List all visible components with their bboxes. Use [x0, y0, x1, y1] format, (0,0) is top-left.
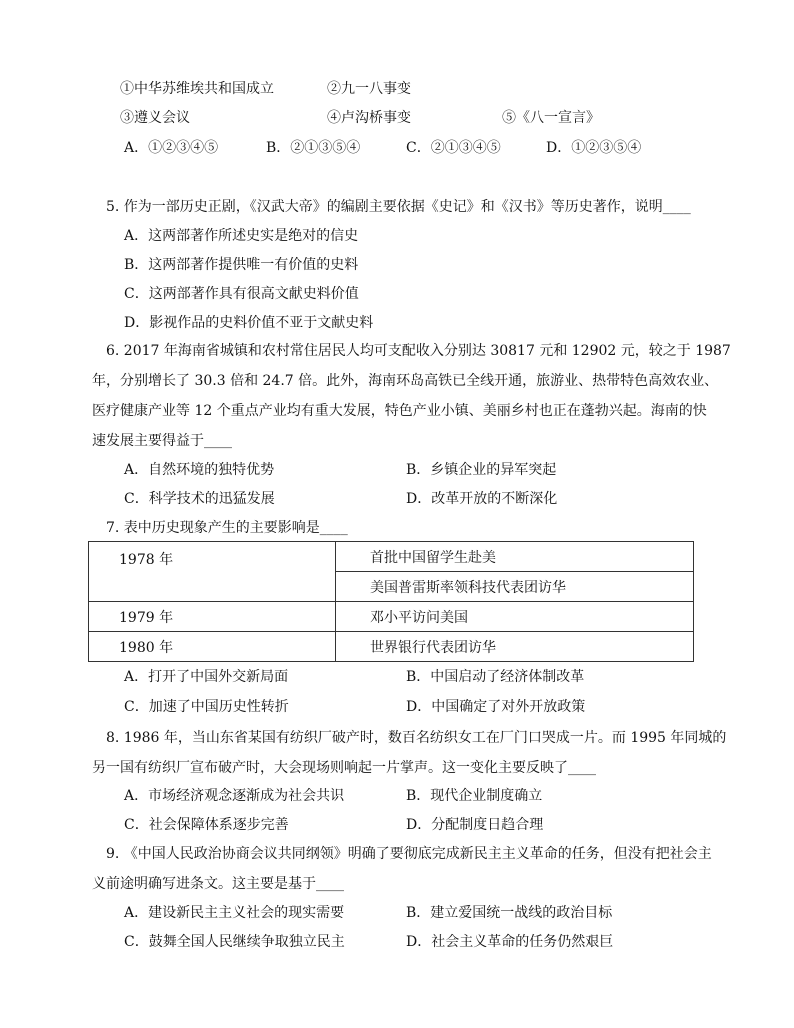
q4-item-5: ⑤《八一宣言》: [502, 110, 600, 126]
q5-option-c[interactable]: C．这两部著作具有很高文献史料价值: [124, 286, 359, 302]
q9-option-c[interactable]: C．鼓舞全国人民继续争取独立民主: [124, 934, 345, 950]
q6-stem-line-4: 速发展主要得益于____: [92, 433, 232, 449]
q7-option-b[interactable]: B．中国启动了经济体制改革: [406, 669, 585, 685]
q8-option-d[interactable]: D．分配制度日趋合理: [406, 817, 544, 833]
q8-option-c[interactable]: C．社会保障体系逐步完善: [124, 817, 289, 833]
q8-stem-line-1: 8. 1986 年，当山东省某国有纺织厂破产时，数百名纺织女工在厂门口哭成一片。而 1995 年同城的: [106, 730, 727, 746]
q7-option-c[interactable]: C．加速了中国历史性转折: [124, 699, 289, 715]
q8-option-b[interactable]: B．现代企业制度确立: [406, 788, 543, 804]
q7-option-d[interactable]: D．中国确定了对外开放政策: [406, 699, 586, 715]
q5-option-a[interactable]: A．这两部著作所述史实是绝对的信史: [124, 228, 359, 244]
q9-stem-line-2: 义前途明确写进条文。这主要是基于____: [92, 876, 344, 892]
q5-option-b[interactable]: B．这两部著作提供唯一有价值的史料: [124, 257, 359, 273]
table-row: [89, 542, 694, 572]
q4-item-3: ③遵义会议: [120, 110, 190, 126]
q7-stem: 7. 表中历史现象产生的主要影响是____: [106, 520, 348, 536]
table-row: [89, 602, 694, 632]
q6-option-d[interactable]: D．改革开放的不断深化: [406, 491, 558, 507]
table-year-cell: 1978 年: [89, 542, 336, 602]
table-event-cell: 邓小平访问美国: [336, 602, 694, 632]
q6-stem-line-1: 6. 2017 年海南省城镇和农村常住居民人均可支配收入分别达 30817 元和 12902 元，较之于 1987: [106, 343, 731, 359]
q8-option-a[interactable]: A．市场经济观念逐渐成为社会共识: [124, 788, 345, 804]
q7-option-a[interactable]: A．打开了中国外交新局面: [124, 669, 289, 685]
table-event-cell: 世界银行代表团访华: [336, 632, 694, 662]
q4-option-d[interactable]: D．①②③⑤④: [546, 140, 642, 156]
q4-item-1: ①中华苏维埃共和国成立: [120, 81, 274, 97]
table-year-cell: 1980 年: [89, 632, 336, 662]
q4-option-a[interactable]: A．①②③④⑤: [124, 140, 219, 156]
q4-option-b[interactable]: B．②①③⑤④: [266, 140, 361, 156]
q4-option-c[interactable]: C．②①③④⑤: [406, 140, 501, 156]
history-table: [88, 541, 694, 662]
table-row: [89, 632, 694, 662]
q6-option-c[interactable]: C．科学技术的迅猛发展: [124, 491, 275, 507]
q9-option-b[interactable]: B．建立爱国统一战线的政治目标: [406, 905, 613, 921]
q6-option-b[interactable]: B．乡镇企业的异军突起: [406, 462, 557, 478]
table-event-cell: 美国普雷斯率领科技代表团访华: [336, 572, 694, 602]
q5-stem: 5. 作为一部历史正剧，《汉武大帝》的编剧主要依据《史记》和《汉书》等历史著作，说明____: [106, 199, 691, 215]
q8-stem-line-2: 另一国有纺织厂宣布破产时，大会现场则响起一片掌声。这一变化主要反映了____: [92, 760, 596, 776]
q4-item-4: ④卢沟桥事变: [327, 110, 411, 126]
table-year-cell: 1979 年: [89, 602, 336, 632]
q6-option-a[interactable]: A．自然环境的独特优势: [124, 462, 275, 478]
q4-item-2: ②九一八事变: [327, 81, 411, 97]
table-event-cell: 首批中国留学生赴美: [336, 542, 694, 572]
q9-option-a[interactable]: A．建设新民主主义社会的现实需要: [124, 905, 345, 921]
q6-stem-line-2: 年，分别增长了 30.3 倍和 24.7 倍。此外，海南环岛高铁已全线开通，旅游业、热带特色高效农业、: [92, 373, 719, 389]
q9-stem-line-1: 9. 《中国人民政治协商会议共同纲领》明确了要彻底完成新民主主义革命的任务，但没有把社会主: [106, 846, 712, 862]
q5-option-d[interactable]: D．影视作品的史料价值不亚于文献史料: [124, 315, 374, 331]
q6-stem-line-3: 医疗健康产业等 12 个重点产业均有重大发展，特色产业小镇、美丽乡村也正在蓬勃兴起。海南的快: [92, 403, 707, 419]
q9-option-d[interactable]: D．社会主义革命的任务仍然艰巨: [406, 934, 614, 950]
